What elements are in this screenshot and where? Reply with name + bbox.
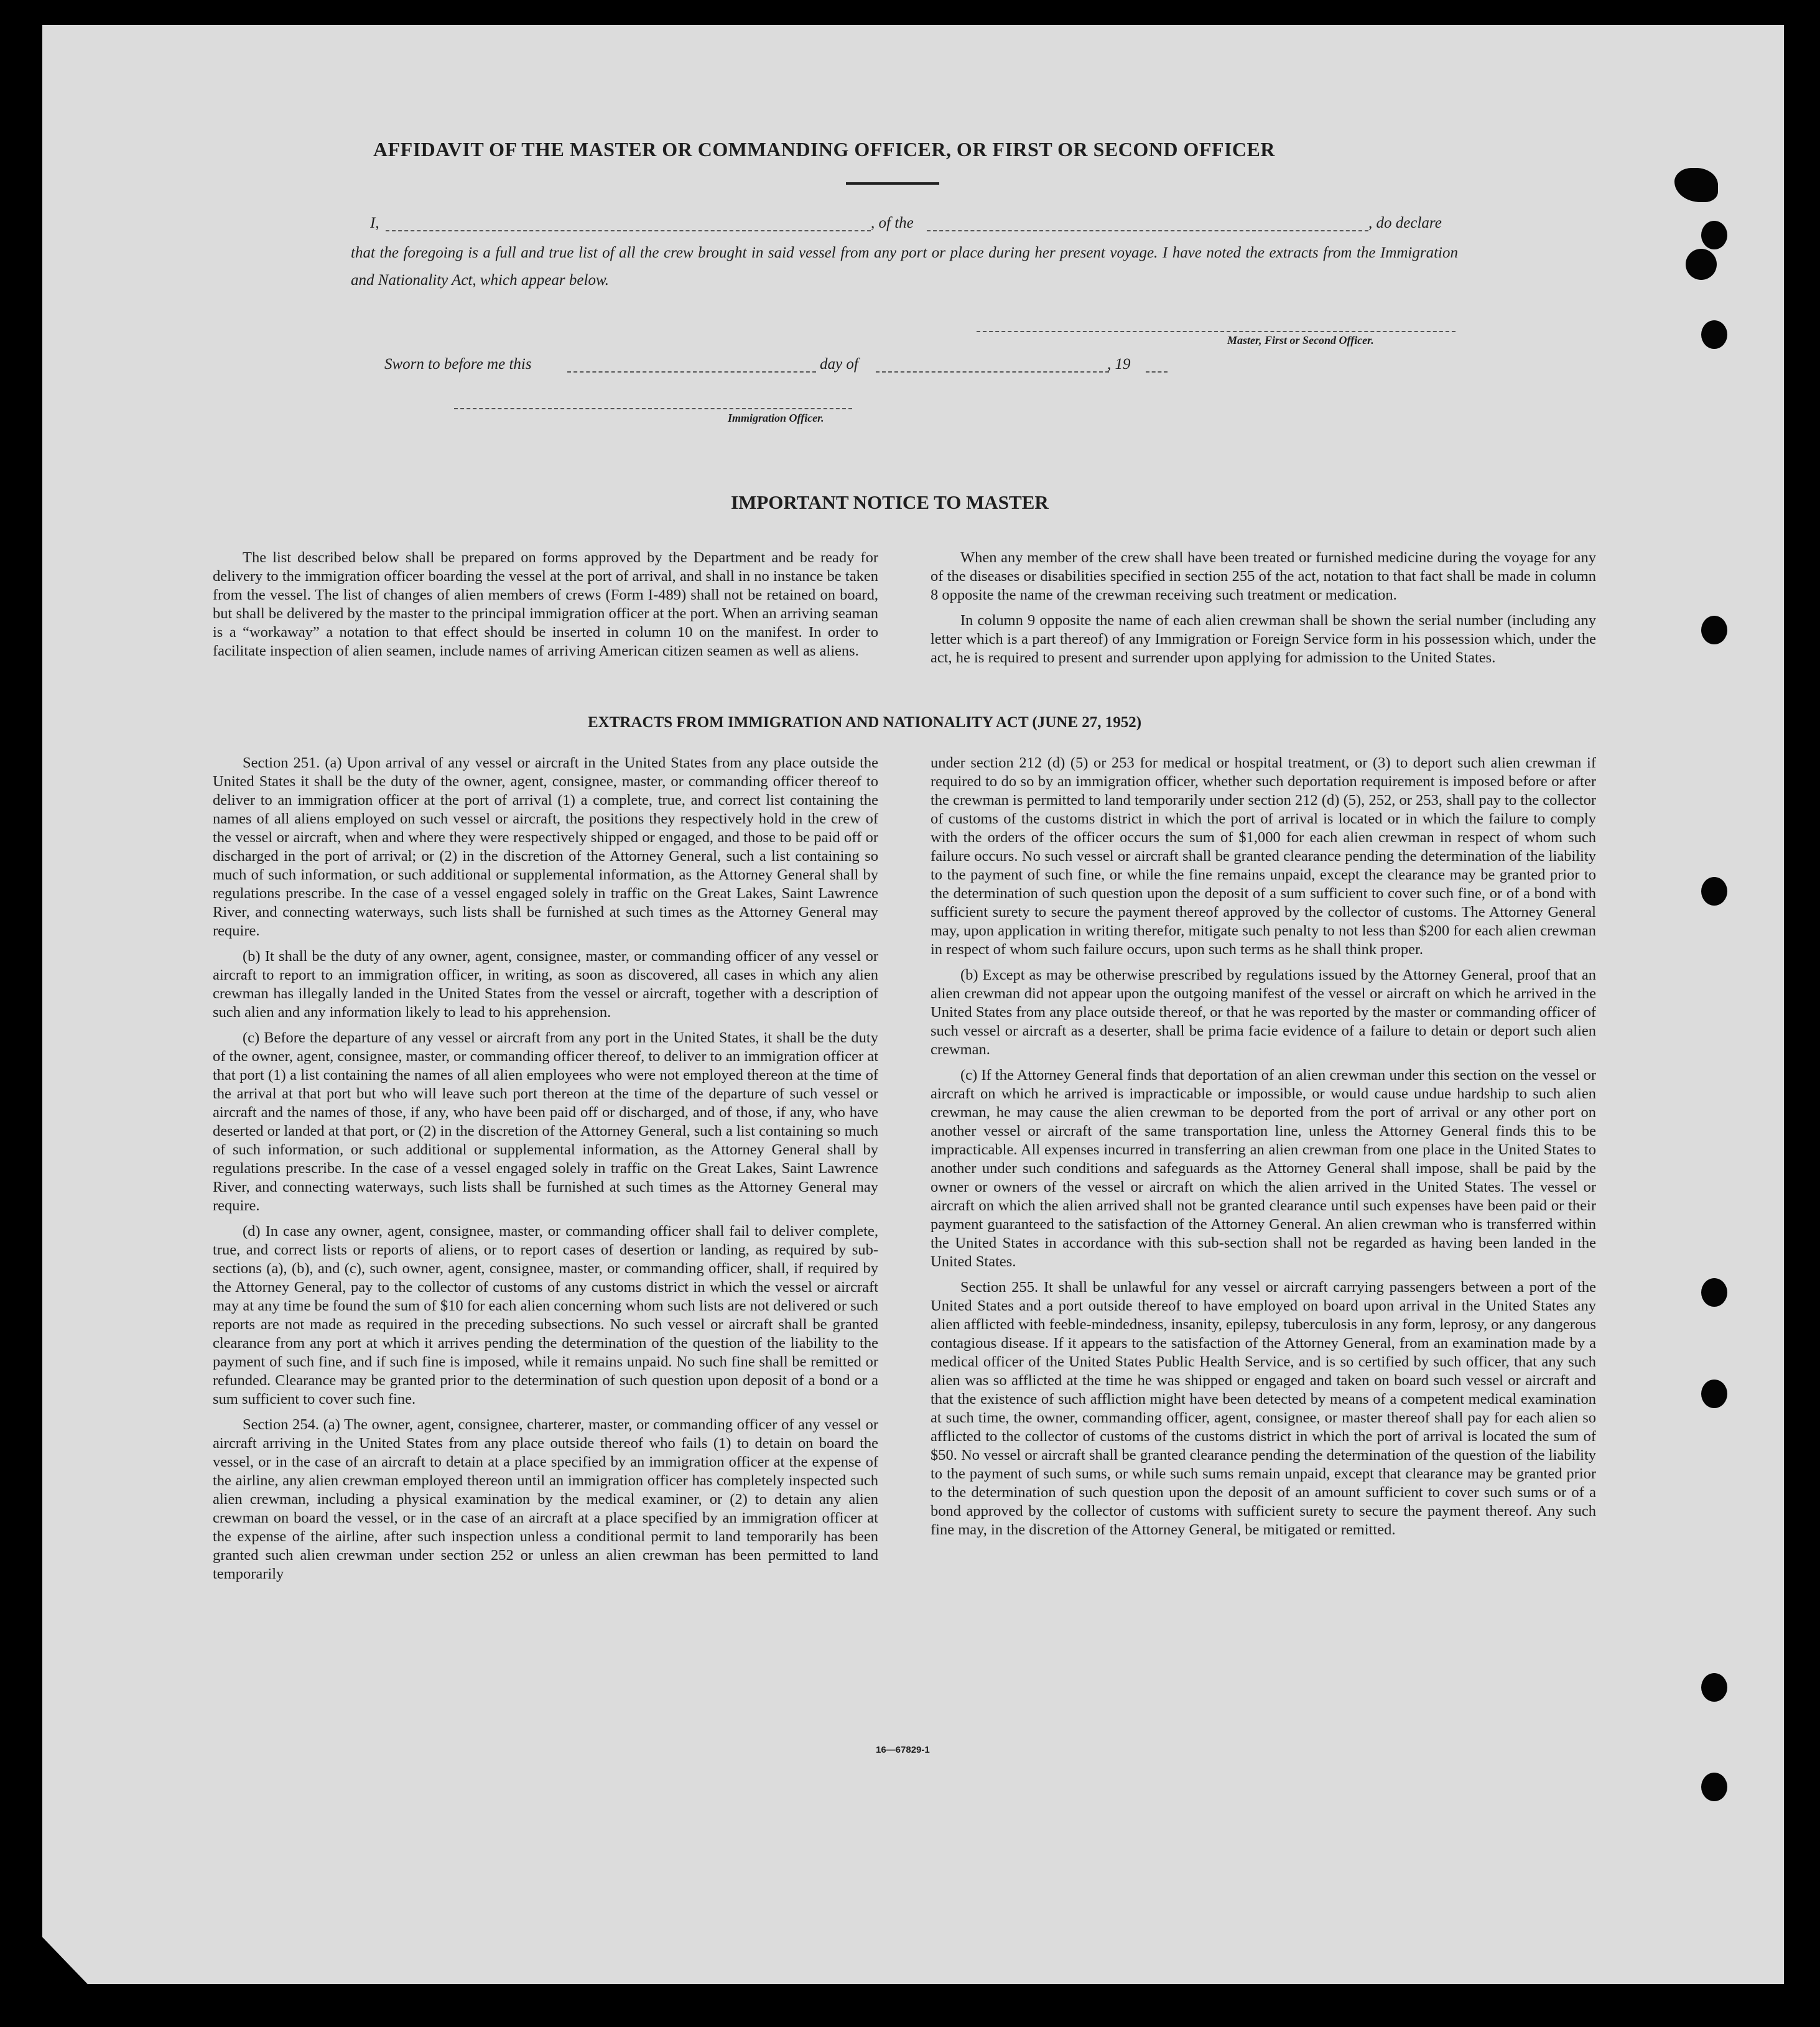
punch-hole <box>1701 616 1727 644</box>
vessel-field[interactable] <box>927 230 1368 231</box>
officer-label: Immigration Officer. <box>728 412 824 424</box>
title-underline <box>846 182 939 185</box>
master-label: Master, First or Second Officer. <box>1227 334 1374 346</box>
punch-hole <box>1701 1278 1727 1307</box>
notice-heading: IMPORTANT NOTICE TO MASTER <box>731 491 1049 513</box>
punch-hole <box>1701 320 1727 349</box>
sworn-day-field[interactable] <box>567 371 816 373</box>
notice-right-paragraph-1: When any member of the crew shall have been treated or furnished medicine during the voyage for any of the diseases or disabilities specified in section 255 of the act, notation to that fact shall be made in column 8 opposite the name of the crewman receiving such treatment or medication. <box>931 549 1596 603</box>
day-of-label: day of <box>820 356 858 373</box>
punch-hole <box>1686 249 1717 280</box>
notice-right-paragraph-2: In column 9 opposite the name of each alien crewman shall be shown the serial number (including any letter which is a part thereof) of any Immigration or Foreign Service form in his possession which, under the act, he is required to present and surrender upon applying for admission to the United States. <box>931 612 1596 666</box>
extracts-heading: EXTRACTS FROM IMMIGRATION AND NATIONALITY ACT (JUNE 27, 1952) <box>588 714 1142 731</box>
declaration-text: that the foregoing is a full and true list of all the crew brought in said vessel from any port or place during her present voyage. I have noted the extracts from the Immigration and Nationality Act, which appear below. <box>351 244 1458 289</box>
extract-paragraph: (c) Before the departure of any vessel or aircraft from any port in the United States, it shall be the duty of the owner, agent, consignee, master, or commanding officer thereof, to deliver to an immigration officer at that port (1) a list containing the names of all alien employees who were not employed thereon at the time of the arrival at that port but who will leave such port thereon at the time of the departure of such vessel or aircraft and the names of those, if any, who have been paid off or discharged, and of those, if any, who have deserted or landed at that port, or (2) in the discretion of the Attorney General, such a list containing so much of such information, or such additional or supplemental information, as the Attorney General shall by regulations prescribe. In the case of a vessel engaged solely in traffic on the Great Lakes, Saint Lawrence River, and connecting waterways, such lists shall be furnished at such times as the Attorney General may require. <box>213 1029 878 1214</box>
extract-paragraph: (b) Except as may be otherwise prescribed by regulations issued by the Attorney General, proof that an alien crewman did not appear upon the outgoing manifest of the vessel or aircraft on which he arrived in the United States from any place outside thereof, or that he was reported by the master or commanding officer of such vessel or aircraft as a deserter, shall be prima facie evidence of a failure to detain or deport such alien crewman. <box>931 967 1596 1058</box>
page-title: AFFIDAVIT OF THE MASTER OR COMMANDING OFFICER, OR FIRST OR SECOND OFFICER <box>373 138 1275 160</box>
extract-paragraph: (d) In case any owner, agent, consignee, master, or commanding officer shall fail to deliver complete, true, and correct lists or reports of aliens, or to report cases of desertion or landing, as required by sub-sections (a), (b), and (c), such owner, agent, consignee, master, or commanding officer, shall, if required by the Attorney General, pay to the collector of customs of any customs district in which the vessel or aircraft may at any time be found the sum of $10 for each alien concerning whom such lists are not delivered or such reports are not made as required in the preceding subsections. No such vessel or aircraft shall be granted clearance from any port at which it arrives pending the determination of the question of the liability to the payment of such fine, and if such fine is imposed, while it remains unpaid. No such fine shall be remitted or refunded. Clearance may be granted prior to the determination of such question upon deposit of a bond or a sum sufficient to cover such fine. <box>213 1223 878 1408</box>
extract-paragraph: Section 255. It shall be unlawful for any vessel or aircraft carrying passengers between a port of the United States and a port outside thereof to have employed on board upon arrival in the United States any alien afflicted with feeble-mindedness, insanity, epilepsy, tuberculosis in any form, leprosy, or any dangerous contagious disease. If it appears to the satisfaction of the Attorney General, from an examination made by a medical officer of the United States Public Health Service, and is so certified by such officer, that any such alien was so afflicted at the time he was shipped or engaged and taken on board such vessel or aircraft and that the existence of such affliction might have been detected by means of a competent medical examination at such time, the owner, commanding officer, agent, consignee, or master thereof shall pay for each alien so afflicted to the collector of customs of the customs district in which the port of arrival is located the sum of $50. No vessel or aircraft shall be granted clearance pending the determination of the question of the liability to the payment of such sums, or while such sums remain unpaid, except that clearance may be granted prior to the determination of such question upon the deposit of an amount sufficient to cover such sums or of a bond approved by the collector of customs with sufficient surety to secure the payment thereof. Any such fine may, in the discretion of the Attorney General, be mitigated or remitted. <box>931 1279 1596 1538</box>
extract-paragraph: Section 254. (a) The owner, agent, consignee, charterer, master, or commanding officer of any vessel or aircraft arriving in the United States from any place outside thereof who fails (1) to detain on board the vessel, or in the case of an aircraft to detain at a place specified by an immigration officer at the expense of the airline, any alien crewman employed thereon until an immigration officer has completely inspected such alien crewman, including a physical examination by the medical examiner, or (2) to detain any alien crewman on board the vessel, or in the case of an aircraft at a place specified by an immigration officer at the expense of the airline, after such inspection unless a conditional permit to land temporarily has been granted such alien crewman under section 252 or unless an alien crewman has been permitted to land temporarily <box>213 1416 878 1582</box>
sworn-label: Sworn to before me this <box>384 356 532 373</box>
notice-left-paragraph: The list described below shall be prepared on forms approved by the Department and be ready for delivery to the immigration officer boarding the vessel at the port of arrival, and shall in no instance be taken from the vessel. The list of changes of alien members of crews (Form I-489) shall not be retained on board, but shall be delivered by the master to the principal immigration officer at the port. When an arriving seaman is a “workaway” a notation to that effect should be inserted in column 10 on the manifest. In order to facilitate inspection of alien seamen, include names of arriving American citizen seamen as well as aliens. <box>213 549 878 659</box>
extracts-right-column <box>931 754 1596 1546</box>
punch-hole <box>1701 221 1727 249</box>
year-label: , 19 <box>1107 356 1131 373</box>
year-field[interactable] <box>1146 371 1168 373</box>
extract-paragraph: under section 212 (d) (5) or 253 for medical or hospital treatment, or (3) to deport such alien crewman if required to do so by an immigration officer, whether such deportation requirement is imposed before or after the crewman is permitted to land temporarily under section 212 (d) (5), 252, or 253, shall pay to the collector of customs of the customs district in which the port of arrival is located or in which the failure to comply with the orders of the officer occurs the sum of $1,000 for each alien crewman in respect of whom such failure occurs. No such vessel or aircraft shall be granted clearance pending the determination of the liability to the payment of such fine, or while the fine remains unpaid, except the clearance may be granted prior to the determination of such question upon the deposit of a sum sufficient to cover such fine, or of a bond with sufficient surety to secure the payment thereof approved by the collector of customs. The Attorney General may, upon application in writing therefor, mitigate such penalty to not less than $200 for each alien crewman in respect of whom such failure occurs, upon such terms as he shall think proper. <box>931 754 1596 958</box>
form-number: 16—67829-1 <box>876 1745 930 1755</box>
sworn-month-field[interactable] <box>876 371 1109 373</box>
declaration-do-declare: , do declare <box>1368 215 1442 231</box>
master-signature-line[interactable] <box>977 331 1456 332</box>
punch-hole <box>1701 1673 1727 1702</box>
declaration-of-the: , of the <box>871 215 914 231</box>
punch-hole <box>1701 1773 1727 1801</box>
extract-paragraph: (c) If the Attorney General finds that deportation of an alien crewman under this section on the vessel or aircraft on which he arrived is impracticable or impossible, or would cause undue hardship to such alien crewman, he may cause the alien crewman to be deported from the port of arrival or any other port on another vessel or aircraft of the same transportation line, unless the Attorney General finds this to be impracticable. All expenses incurred in transferring an alien crewman from one place in the United States to another under such conditions and safeguards as the Attorney General shall impose, shall be paid by the owner or owners of the vessel or aircraft on which the alien arrived in the United States. The vessel or aircraft on which the alien arrived shall not be granted clearance until such expenses have been paid or their payment guaranteed to the satisfaction of the Attorney General. An alien crewman who is transferred within the United States in accordance with this sub-section shall not be regarded as having been landed in the United States. <box>931 1067 1596 1270</box>
extract-paragraph: Section 251. (a) Upon arrival of any vessel or aircraft in the United States from any place outside the United States it shall be the duty of the owner, agent, consignee, master, or commanding officer thereof to deliver to an immigration officer at the port of arrival (1) a complete, true, and correct list containing the names of all aliens employed on such vessel or aircraft, the positions they respectively hold in the crew of the vessel or aircraft, when and where they were respectively shipped or engaged, and those to be paid off or discharged in the port of arrival; or (2) in the discretion of the Attorney General, such a list containing so much of such information, or such additional or supplemental information, as the Attorney General shall by regulations prescribe. In the case of a vessel engaged solely in traffic on the Great Lakes, Saint Lawrence River, and connecting waterways, such lists shall be furnished at such times as the Attorney General may require. <box>213 754 878 939</box>
punch-hole <box>1701 1380 1727 1408</box>
officer-signature-line[interactable] <box>454 408 852 409</box>
name-field[interactable] <box>386 230 871 231</box>
extracts-left-column <box>213 754 878 1590</box>
extract-paragraph: (b) It shall be the duty of any owner, agent, consignee, master, or commanding officer of any vessel or aircraft to report to an immigration officer, in writing, as soon as discovered, all cases in which any alien crewman has illegally landed in the United States from the vessel or aircraft, together with a description of such alien and any information likely to lead to his apprehension. <box>213 948 878 1021</box>
notice-left-column <box>213 549 878 667</box>
punch-hole <box>1701 877 1727 906</box>
notice-right-column <box>931 549 1596 674</box>
declaration-i: I, <box>370 215 379 231</box>
